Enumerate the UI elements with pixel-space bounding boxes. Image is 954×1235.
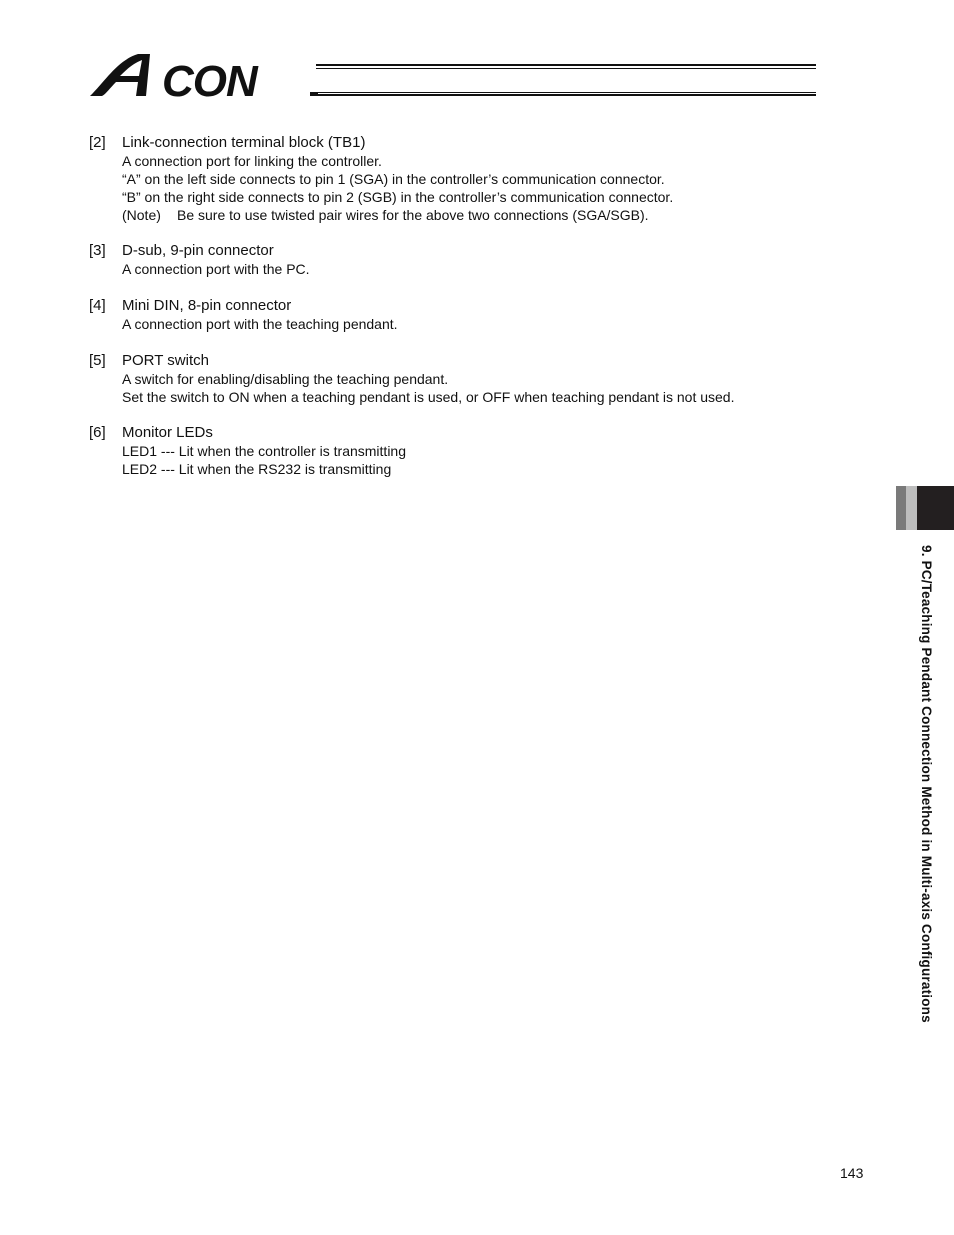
section-monitor-leds [89,424,849,478]
section-mini-din [89,297,849,333]
section-port-switch [89,352,849,406]
section-line: A connection port with the PC. [122,261,310,277]
header-rule [310,92,318,96]
section-heading [89,352,849,370]
header-rule [316,92,816,93]
svg-text:CON: CON [162,57,257,100]
note-text: Be sure to use twisted pair wires for the above two connections (SGA/SGB). [177,207,649,223]
section-title: D-sub, 9-pin connector [122,242,274,259]
header-rule [316,64,816,66]
section-number: [5] [89,352,106,369]
chapter-tab-marker [917,486,954,530]
section-line: “A” on the left side connects to pin 1 (SGA) in the controller’s communication connector. [122,171,665,187]
section-dsub [89,242,849,278]
section-line: Set the switch to ON when a teaching pendant is used, or OFF when teaching pendant is not used. [122,389,735,405]
note-label: (Note) [122,207,161,223]
chapter-side-title: 9. PC/Teaching Pendant Connection Method in Multi-axis Configurations [919,545,934,1023]
page-number: 143 [840,1165,864,1181]
acon-logo [88,50,318,100]
section-line: LED1 --- Lit when the controller is transmitting [122,443,406,459]
chapter-tab-marker [906,486,917,530]
section-heading [89,424,849,442]
section-title: Monitor LEDs [122,424,213,441]
section-title: Link-connection terminal block (TB1) [122,134,366,151]
section-line: “B” on the right side connects to pin 2 (SGB) in the controller’s communication connector. [122,189,674,205]
section-heading [89,297,849,315]
section-line: A switch for enabling/disabling the teaching pendant. [122,371,449,387]
section-number: [3] [89,242,106,259]
section-line: A connection port with the teaching pendant. [122,316,398,332]
section-line: LED2 --- Lit when the RS232 is transmitting [122,461,392,477]
section-heading [89,134,849,152]
section-line: A connection port for linking the controller. [122,153,382,169]
section-title: Mini DIN, 8-pin connector [122,297,292,314]
section-number: [6] [89,424,106,441]
chapter-tab-marker [896,486,906,530]
section-number: [4] [89,297,106,314]
header-rule [316,68,816,69]
section-link-terminal [89,134,849,224]
section-number: [2] [89,134,106,151]
section-heading [89,242,849,260]
note-line [122,206,849,224]
header-rule [316,94,816,96]
section-title: PORT switch [122,352,209,369]
